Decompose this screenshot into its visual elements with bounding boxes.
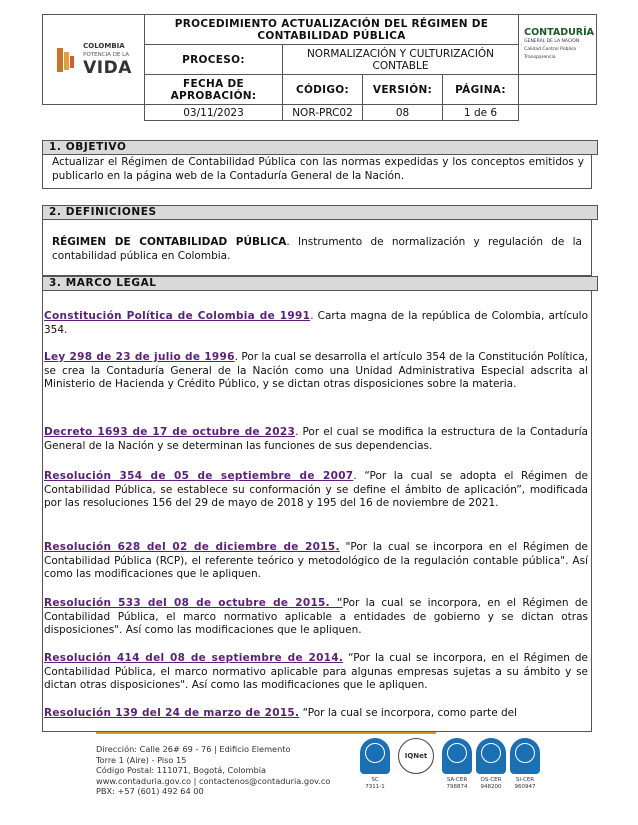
spacer-cell (43, 105, 145, 121)
marco-item (44, 652, 588, 693)
cert-caption-2: SA-CER 798874 (446, 777, 468, 790)
footer-address (96, 744, 356, 797)
section-objetivo-title: 1. OBJETIVO (42, 140, 598, 155)
blank-cell (519, 75, 597, 105)
codigo-value: NOR-PRC02 (283, 105, 363, 121)
logo-left-line3: VIDA (83, 58, 132, 78)
marco-item-text: . “Por la cual se adopta el Régimen de Contabilidad Pública, se establece su conformación y se define el ámbito de aplicación”, modificada por las resoluciones 156 del 29 de mayo de 2018 y 195 del 16 de noviembre de 2021. (44, 470, 588, 509)
proceso-label: PROCESO: (145, 45, 283, 75)
definicion-desc: . Instrumento de normalización y regulación de la contabilidad pública en Colombia. (52, 236, 582, 262)
marco-link-ley-298[interactable]: Ley 298 de 23 de julio de 1996 (44, 351, 235, 363)
version-label: VERSIÓN: (363, 75, 443, 105)
definicion-term: RÉGIMEN DE CONTABILIDAD PÚBLICA (52, 236, 287, 248)
document-header-table (42, 14, 597, 121)
colombia-potencia-logo-icon (55, 44, 79, 76)
marco-link-resolucion-628[interactable]: Resolución 628 del 02 de diciembre de 2015. (44, 541, 340, 553)
marco-link-constitucion[interactable]: Constitución Política de Colombia de 1991 (44, 310, 311, 322)
document-title: PROCEDIMIENTO ACTUALIZACIÓN DEL RÉGIMEN DE CONTABILIDAD PÚBLICA (145, 15, 519, 45)
fecha-value: 03/11/2023 (145, 105, 283, 121)
certification-logos (360, 738, 590, 808)
marco-link-resolucion-533[interactable]: Resolución 533 del 08 de octubre de 2015. " (44, 597, 343, 609)
marco-item (44, 351, 588, 392)
section-marco-title: 3. MARCO LEGAL (42, 276, 598, 291)
icontec-cert-3 (476, 738, 506, 790)
cert-caption-3: OS-CER 948200 (480, 777, 502, 790)
cert-caption-4: SI-CER 960947 (514, 777, 536, 790)
pagina-label: PÁGINA: (443, 75, 519, 105)
section-definiciones-text (52, 236, 582, 263)
address-line: www.contaduria.gov.co | contactenos@contaduria.gov.co (96, 775, 331, 786)
contaduria-logo-cell (519, 15, 597, 75)
address-line: Torre 1 (Aire) - Piso 15 (96, 754, 187, 765)
marco-item (44, 310, 588, 337)
marco-link-resolucion-354[interactable]: Resolución 354 de 05 de septiembre de 2007 (44, 470, 354, 482)
marco-item-text: “Por la cual se incorpora, en el Régimen de Contabilidad Pública, el marco normativo aplicable para algunas empresas sujetas a su ámbito y se dictan otras disposiciones". Así como las modificaciones que le apliquen. (44, 652, 588, 691)
contaduria-logo-icon (521, 37, 522, 53)
icontec-cert-2 (442, 738, 472, 790)
codigo-label: CÓDIGO: (283, 75, 363, 105)
address-line: Dirección: Calle 26# 69 - 76 | Edificio Elemento (96, 744, 291, 754)
icontec-cert-4 (510, 738, 540, 790)
cert-caption-1: SC 7311-1 (365, 777, 385, 790)
address-line: PBX: +57 (601) 492 64 00 (96, 786, 204, 796)
proceso-value: NORMALIZACIÓN Y CULTURIZACIÓN CONTABLE (283, 45, 519, 75)
marco-item-text: . Carta magna de la república de Colombia, artículo 354. (44, 310, 588, 336)
address-line: Código Postal: 111071, Bogotá, Colombia (96, 765, 266, 775)
icontec-badge-icon (442, 738, 472, 774)
spacer-cell-right (519, 105, 597, 121)
marco-link-decreto-1693[interactable]: Decreto 1693 de 17 de octubre de 2023 (44, 426, 296, 438)
marco-item-text: "Por la cual se incorpora en el Régimen de Contabilidad Pública (RCP), el referente teórico y metodológico de la regulación contable pública". Así como las modificaciones que le apliquen. (44, 541, 588, 580)
marco-item (44, 541, 588, 582)
fecha-label: FECHA DE APROBACIÓN: (145, 75, 283, 105)
marco-item-text: “Por la cual se incorpora, como parte del (299, 707, 518, 719)
version-value: 08 (363, 105, 443, 121)
iqnet-logo-icon: IQNet (398, 738, 434, 774)
logo-left-line1: COLOMBIA (83, 42, 125, 50)
marco-item-text: . Por la cual se desarrolla el artículo 354 de la Constitución Política, se crea la Contaduría General de la Nación como una Unidad Administrativa Especial adscrita al Ministerio de Hacienda y Crédito Público, y se dictan otras disposiciones sobre la materia. (44, 351, 588, 390)
logo-right-line3: Calidad Control Público Transparencia (524, 46, 577, 60)
colombia-logo-cell (43, 15, 145, 105)
footer-divider (96, 732, 436, 734)
section-definiciones-title: 2. DEFINICIONES (42, 205, 598, 220)
marco-item (44, 597, 588, 638)
marco-item (44, 426, 588, 453)
logo-left-line2: POTENCIA DE LA (83, 52, 130, 58)
logo-right-line1: CONTADURÍA (524, 26, 595, 38)
marco-item-text: . Por el cual se modifica la estructura de la Contaduría General de la Nación y se determinan las funciones de sus dependencias. (44, 426, 588, 452)
marco-link-resolucion-414[interactable]: Resolución 414 del 08 de septiembre de 2014. (44, 652, 344, 664)
section-objetivo-text: Actualizar el Régimen de Contabilidad Pública con las normas expedidas y los conceptos emitidos y publicarlo en la página web de la Contaduría General de la Nación. (52, 156, 584, 182)
pagina-value: 1 de 6 (443, 105, 519, 121)
marco-item-text: Por la cual se incorpora, en el Régimen de Contabilidad Pública, el marco normativo aplicable a entidades de gobierno y se dictan otras disposiciones". Así como las modificaciones que le apliquen. (44, 597, 588, 636)
marco-item (44, 470, 588, 511)
icontec-cert-1 (360, 738, 390, 790)
icontec-badge-icon (476, 738, 506, 774)
marco-item (44, 707, 588, 721)
icontec-badge-icon (510, 738, 540, 774)
icontec-badge-icon (360, 738, 390, 774)
marco-link-resolucion-139[interactable]: Resolución 139 del 24 de marzo de 2015. (44, 707, 300, 719)
logo-right-line2: GENERAL DE LA NACIÓN (524, 38, 580, 44)
